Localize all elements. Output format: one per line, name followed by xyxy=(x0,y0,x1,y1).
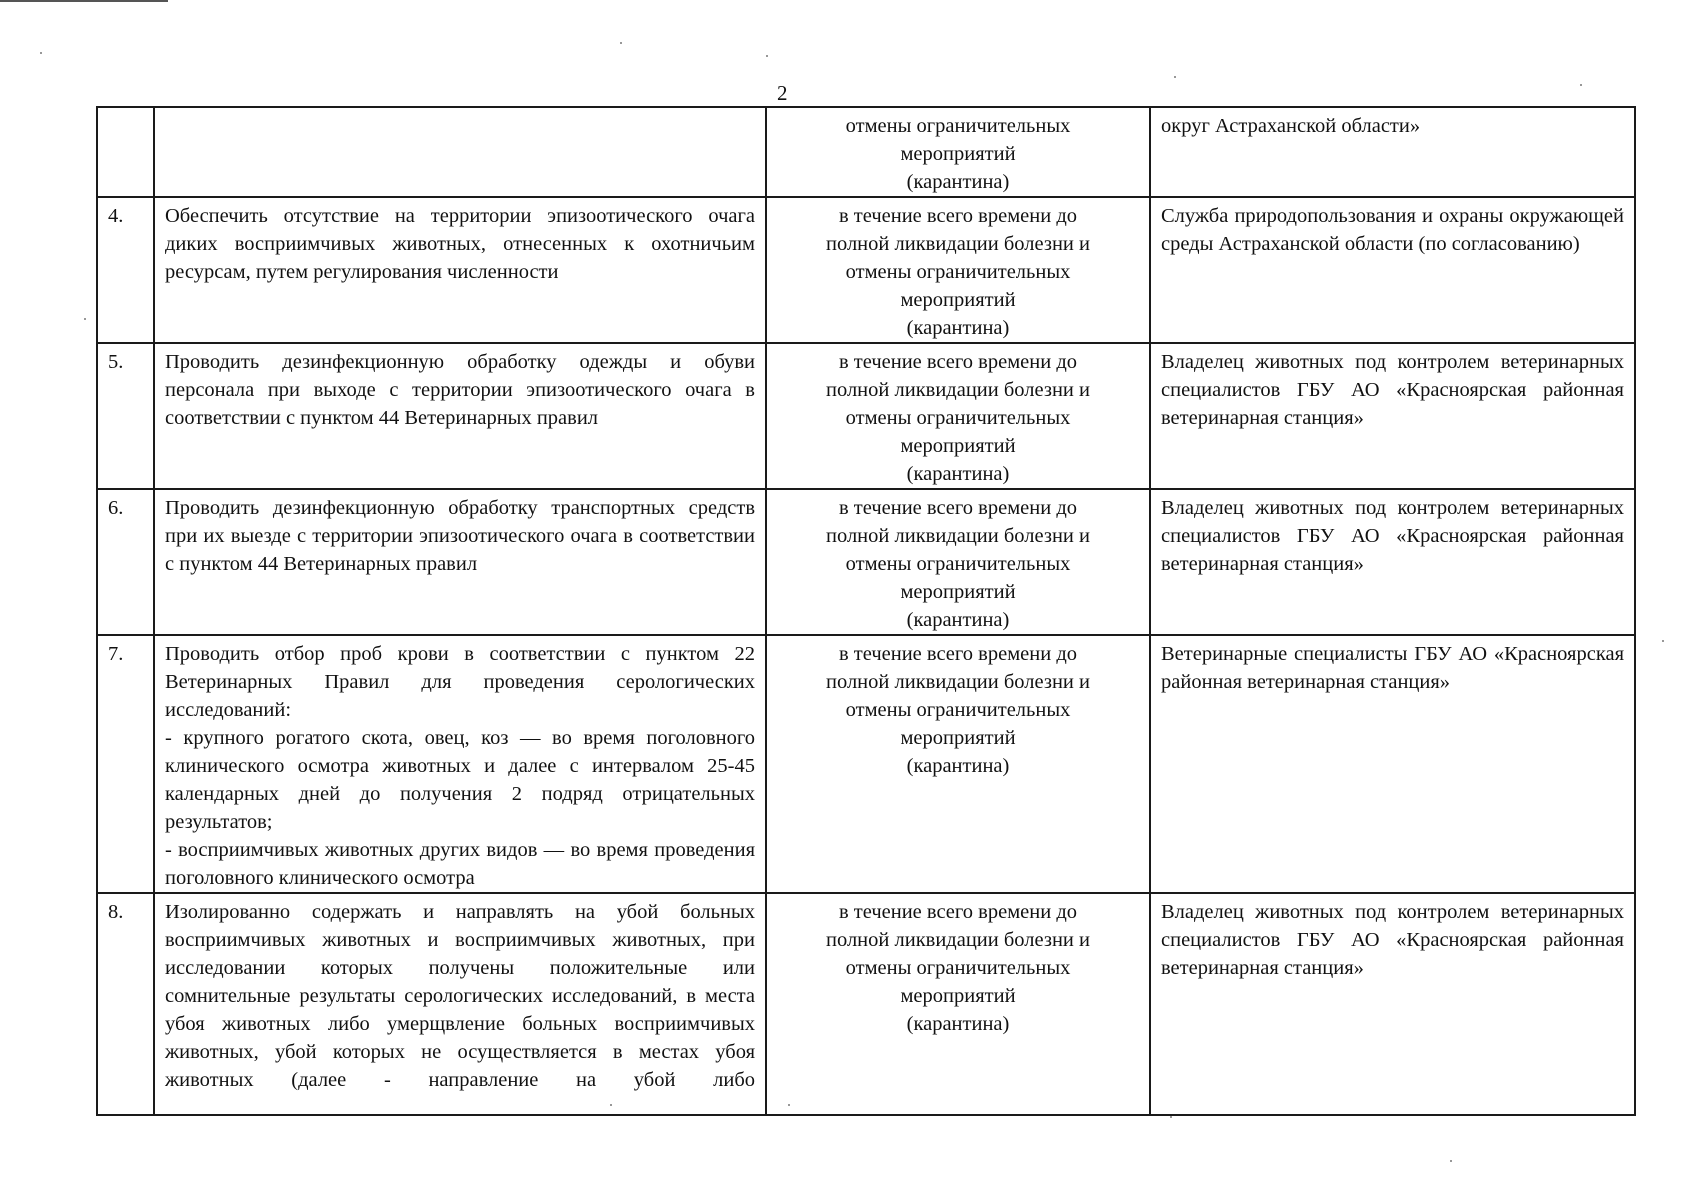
term-line: отмены ограничительных xyxy=(845,957,1071,979)
table-row xyxy=(97,489,1635,635)
action-paragraph: - крупного рогатого скота, овец, коз — во время поголовного клинического осмотра животных и далее с интервалом 25-45 календарных дней до получения 2 подряд отрицательных результатов; xyxy=(165,727,755,833)
term-line: полной ликвидации болезни и xyxy=(826,379,1090,401)
term-line: отмены ограничительных xyxy=(845,553,1071,575)
term-line: мероприятий xyxy=(900,143,1016,165)
term-line: в течение всего времени до xyxy=(838,351,1078,373)
scan-speck xyxy=(766,55,768,57)
term-line: полной ликвидации болезни и xyxy=(826,233,1090,255)
table-row xyxy=(97,107,1635,197)
scan-speck xyxy=(1580,84,1582,86)
scan-speck xyxy=(84,318,86,320)
term-cell xyxy=(766,635,1150,893)
term-line: отмены ограничительных xyxy=(845,261,1071,283)
term-line: полной ликвидации болезни и xyxy=(826,929,1090,951)
term-line: мероприятий xyxy=(900,581,1016,603)
term-line: отмены ограничительных xyxy=(845,699,1071,721)
scan-speck xyxy=(610,1104,612,1106)
page-number: 2 xyxy=(777,81,788,105)
responsible-cell: Владелец животных под контролем ветеринарных специалистов ГБУ АО «Красноярская районная ветеринарная станция» xyxy=(1150,343,1635,489)
action-cell: Проводить дезинфекционную обработку транспортных средств при их выезде с территории эпизоотического очага в соответствии с пунктом 44 Ветеринарных правил xyxy=(154,489,766,635)
term-cell xyxy=(766,197,1150,343)
term-cell xyxy=(766,107,1150,197)
term-line: мероприятий xyxy=(900,727,1016,749)
action-cell xyxy=(154,635,766,893)
scan-speck xyxy=(788,1104,790,1106)
responsible-cell: Служба природопользования и охраны окружающей среды Астраханской области (по согласованию) xyxy=(1150,197,1635,343)
term-line: отмены ограничительных xyxy=(845,115,1071,137)
term-line: в течение всего времени до xyxy=(838,643,1078,665)
row-number: 6. xyxy=(97,489,154,635)
scan-edge-line xyxy=(0,0,168,2)
table-row xyxy=(97,197,1635,343)
term-cell xyxy=(766,489,1150,635)
term-line: в течение всего времени до xyxy=(838,497,1078,519)
term-line: (карантина) xyxy=(906,755,1010,777)
term-line: (карантина) xyxy=(906,609,1010,631)
term-line: мероприятий xyxy=(900,985,1016,1007)
term-line: отмены ограничительных xyxy=(845,407,1071,429)
row-number: 4. xyxy=(97,197,154,343)
scan-speck xyxy=(1450,1160,1452,1162)
action-cell: Изолированно содержать и направлять на убой больных восприимчивых животных и восприимчивых животных, при исследовании которых получены положительные или сомнительные результаты серологических исследований, в места убоя животных либо умерщвление больных восприимчивых животных, убой которых не осуществляется в местах убоя животных (далее - направление на убой либо xyxy=(154,893,766,1115)
responsible-cell: округ Астраханской области» xyxy=(1150,107,1635,197)
row-number: 8. xyxy=(97,893,154,1115)
term-line: полной ликвидации болезни и xyxy=(826,525,1090,547)
term-line: (карантина) xyxy=(906,463,1010,485)
scan-speck xyxy=(1174,76,1176,78)
table-row xyxy=(97,893,1635,1115)
term-line: в течение всего времени до xyxy=(838,901,1078,923)
term-line: (карантина) xyxy=(906,317,1010,339)
action-cell: Проводить дезинфекционную обработку одежды и обуви персонала при выходе с территории эпизоотического очага в соответствии с пунктом 44 Ветеринарных правил xyxy=(154,343,766,489)
term-line: мероприятий xyxy=(900,435,1016,457)
row-number: 7. xyxy=(97,635,154,893)
term-line: (карантина) xyxy=(906,1013,1010,1035)
term-line: полной ликвидации болезни и xyxy=(826,671,1090,693)
row-number xyxy=(97,107,154,197)
scan-speck xyxy=(1662,640,1664,642)
action-cell xyxy=(154,107,766,197)
scan-speck xyxy=(620,42,622,44)
action-paragraph: Проводить отбор проб крови в соответствии с пунктом 22 Ветеринарных Правил для проведения серологических исследований: xyxy=(165,643,755,721)
scan-speck xyxy=(40,52,42,54)
term-cell xyxy=(766,893,1150,1115)
term-line: (карантина) xyxy=(906,171,1010,193)
term-cell xyxy=(766,343,1150,489)
table-row xyxy=(97,635,1635,893)
action-paragraph: - восприимчивых животных других видов — во время проведения поголовного клинического осмотра xyxy=(165,839,755,889)
action-cell: Обеспечить отсутствие на территории эпизоотического очага диких восприимчивых животных, отнесенных к охотничьим ресурсам, путем регулирования численности xyxy=(154,197,766,343)
responsible-cell: Владелец животных под контролем ветеринарных специалистов ГБУ АО «Красноярская районная ветеринарная станция» xyxy=(1150,489,1635,635)
responsible-cell: Ветеринарные специалисты ГБУ АО «Красноярская районная ветеринарная станция» xyxy=(1150,635,1635,893)
measures-table xyxy=(96,106,1636,1116)
term-line: в течение всего времени до xyxy=(838,205,1078,227)
responsible-cell: Владелец животных под контролем ветеринарных специалистов ГБУ АО «Красноярская районная ветеринарная станция» xyxy=(1150,893,1635,1115)
term-line: мероприятий xyxy=(900,289,1016,311)
scan-speck xyxy=(1170,1116,1172,1118)
table-row xyxy=(97,343,1635,489)
row-number: 5. xyxy=(97,343,154,489)
